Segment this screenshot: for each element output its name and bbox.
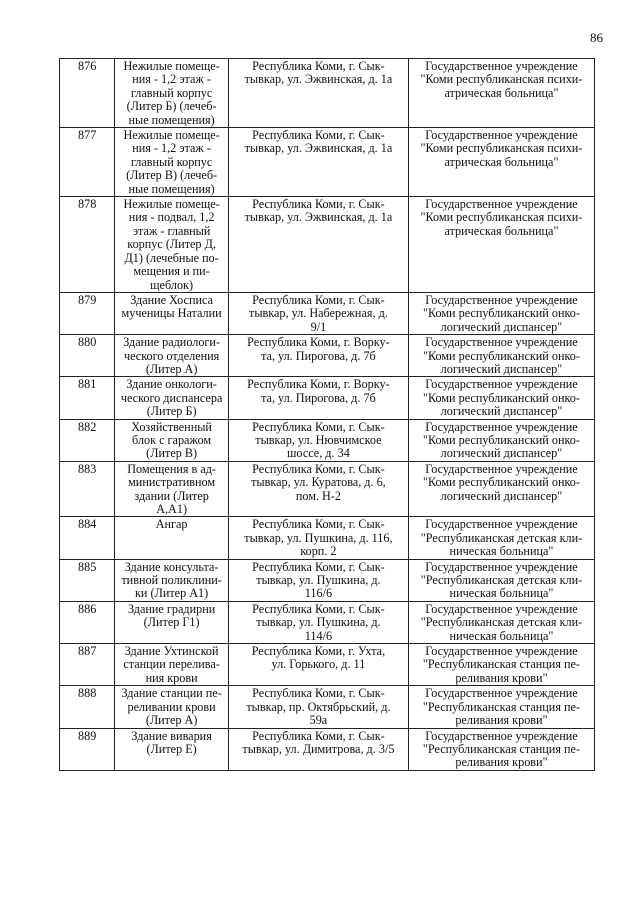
organization-cell — [408, 686, 594, 728]
address-cell — [228, 197, 408, 293]
holder-organization: Государственное учреждение "Коми республиканский онко- логический диспансер" — [422, 419, 580, 461]
row-number-cell — [60, 292, 115, 334]
address-cell — [228, 128, 408, 197]
address-cell — [228, 517, 408, 559]
row-number-cell — [60, 559, 115, 601]
holder-organization: Государственное учреждение "Республиканская станция пе- реливания крови" — [422, 686, 580, 728]
holder-organization: Государственное учреждение "Коми республиканская психи- атрическая больница" — [420, 59, 583, 100]
row-number: 885 — [78, 559, 97, 574]
table-row — [60, 461, 595, 517]
object-address: Республика Коми, г. Ворку- та, ул. Пирогова, д. 7б — [247, 377, 390, 405]
object-name-cell — [115, 197, 229, 293]
object-name-cell — [115, 377, 229, 419]
object-name-cell — [115, 128, 229, 197]
object-name-cell — [115, 292, 229, 334]
object-name: Здание градирни (Литер Г1) — [127, 601, 216, 630]
object-address: Республика Коми, г. Сык- тывкар, ул. Пушкина, д. 116, корп. 2 — [244, 517, 393, 559]
row-number: 889 — [78, 728, 97, 743]
organization-cell — [408, 59, 594, 128]
object-name-cell — [115, 601, 229, 643]
object-address: Республика Коми, г. Сык- тывкар, ул. Димитрова, д. 3/5 — [242, 728, 395, 756]
organization-cell — [408, 335, 594, 377]
holder-organization: Государственное учреждение "Коми республиканская психи- атрическая больница" — [420, 128, 583, 169]
row-number-cell — [60, 461, 115, 517]
object-name: Здание станции пе- реливании крови (Литер А) — [121, 686, 222, 728]
row-number: 884 — [78, 517, 97, 532]
object-name-cell — [115, 686, 229, 728]
row-number: 883 — [78, 461, 97, 476]
address-cell — [228, 686, 408, 728]
organization-cell — [408, 517, 594, 559]
row-number-cell — [60, 728, 115, 770]
row-number-cell — [60, 686, 115, 728]
organization-cell — [408, 377, 594, 419]
object-name: Здание вивария (Литер Е) — [131, 728, 212, 756]
object-name-cell — [115, 728, 229, 770]
table-row — [60, 377, 595, 419]
object-address: Республика Коми, г. Ухта, ул. Горького, д. 11 — [251, 644, 386, 672]
row-number-cell — [60, 644, 115, 686]
table-row — [60, 517, 595, 559]
object-name: Здание радиологи- ческого отделения (Литер А) — [123, 335, 221, 376]
table-row — [60, 292, 595, 334]
table-row — [60, 559, 595, 601]
holder-organization: Государственное учреждение "Коми республиканский онко- логический диспансер" — [422, 292, 580, 334]
table-row — [60, 644, 595, 686]
property-registry-table — [59, 58, 595, 771]
object-name-cell — [115, 335, 229, 377]
object-address: Республика Коми, г. Сык- тывкар, ул. Пушкина, д. 114/6 — [252, 601, 385, 643]
row-number-cell — [60, 517, 115, 559]
holder-organization: Государственное учреждение "Республиканская станция пе- реливания крови" — [422, 644, 580, 685]
table-row — [60, 128, 595, 197]
object-address: Республика Коми, г. Сык- тывкар, ул. Нювчимское шоссе, д. 34 — [252, 419, 385, 461]
row-number-cell — [60, 128, 115, 197]
address-cell — [228, 461, 408, 517]
address-cell — [228, 601, 408, 643]
row-number: 886 — [78, 601, 97, 616]
organization-cell — [408, 461, 594, 517]
row-number: 881 — [78, 377, 97, 392]
object-name: Ангар — [155, 517, 188, 532]
organization-cell — [408, 419, 594, 461]
holder-organization: Государственное учреждение "Коми республиканский онко- логический диспансер" — [422, 461, 580, 503]
object-name: Помещения в ад- министративном здании (Литер А,А1) — [127, 461, 216, 516]
object-name: Здание Ухтинской станции перелива- ния крови — [123, 644, 220, 685]
address-cell — [228, 377, 408, 419]
organization-cell — [408, 601, 594, 643]
row-number-cell — [60, 601, 115, 643]
object-name-cell — [115, 59, 229, 128]
page-number: 86 — [590, 30, 603, 45]
table-row — [60, 601, 595, 643]
table-row — [60, 419, 595, 461]
holder-organization: Государственное учреждение "Республиканская детская кли- ническая больница" — [420, 601, 583, 643]
object-address: Республика Коми, г. Сык- тывкар, пр. Октябрьский, д. 59а — [246, 686, 391, 728]
row-number-cell — [60, 335, 115, 377]
organization-cell — [408, 559, 594, 601]
object-address: Республика Коми, г. Сык- тывкар, ул. Набережная, д. 9/1 — [249, 292, 388, 334]
object-name: Хозяйственный блок с гаражом (Литер В) — [131, 419, 212, 461]
address-cell — [228, 419, 408, 461]
object-name: Нежилые помеще- ния - 1,2 этаж - главный корпус (Литер Б) (лечеб- ные помещения) — [123, 59, 220, 127]
object-name-cell — [115, 644, 229, 686]
table-row — [60, 335, 595, 377]
row-number-cell — [60, 197, 115, 293]
object-address: Республика Коми, г. Сык- тывкар, ул. Эжвинская, д. 1а — [244, 128, 393, 156]
row-number: 877 — [78, 128, 97, 143]
holder-organization: Государственное учреждение "Коми республиканский онко- логический диспансер" — [422, 335, 580, 376]
holder-organization: Государственное учреждение "Республиканская станция пе- реливания крови" — [422, 728, 580, 770]
organization-cell — [408, 728, 594, 770]
table-row — [60, 59, 595, 128]
address-cell — [228, 559, 408, 601]
address-cell — [228, 292, 408, 334]
row-number-cell — [60, 419, 115, 461]
table-row — [60, 686, 595, 728]
address-cell — [228, 59, 408, 128]
organization-cell — [408, 644, 594, 686]
row-number: 888 — [78, 686, 97, 701]
row-number: 876 — [78, 59, 97, 73]
object-address: Республика Коми, г. Ворку- та, ул. Пирогова, д. 7б — [247, 335, 390, 363]
object-name-cell — [115, 461, 229, 517]
object-address: Республика Коми, г. Сык- тывкар, ул. Эжвинская, д. 1а — [244, 197, 393, 225]
object-name: Здание Хосписа мученицы Наталии — [121, 292, 222, 321]
object-name: Здание онкологи- ческого диспансера (Литер Б) — [120, 377, 223, 419]
row-number: 882 — [78, 419, 97, 434]
holder-organization: Государственное учреждение "Республиканская детская кли- ническая больница" — [420, 559, 583, 601]
address-cell — [228, 728, 408, 770]
object-address: Республика Коми, г. Сык- тывкар, ул. Куратова, д. 6, пом. Н-2 — [251, 461, 386, 503]
holder-organization: Государственное учреждение "Коми республиканский онко- логический диспансер" — [422, 377, 580, 419]
address-cell — [228, 644, 408, 686]
object-name-cell — [115, 419, 229, 461]
object-address: Республика Коми, г. Сык- тывкар, ул. Пушкина, д. 116/6 — [252, 559, 385, 601]
row-number: 878 — [78, 197, 97, 212]
row-number-cell — [60, 59, 115, 128]
object-name: Нежилые помеще- ния - подвал, 1,2 этаж - главный корпус (Литер Д, Д1) (лечебные по- мещения и пи- щеблок) — [123, 197, 220, 292]
holder-organization: Государственное учреждение "Коми республиканская психи- атрическая больница" — [420, 197, 583, 238]
object-name-cell — [115, 517, 229, 559]
table-row — [60, 197, 595, 293]
registry-table-body — [60, 59, 595, 771]
organization-cell — [408, 292, 594, 334]
organization-cell — [408, 128, 594, 197]
organization-cell — [408, 197, 594, 293]
row-number: 880 — [78, 335, 97, 350]
object-address: Республика Коми, г. Сык- тывкар, ул. Эжвинская, д. 1а — [244, 59, 393, 87]
row-number: 887 — [78, 644, 97, 659]
table-row — [60, 728, 595, 770]
holder-organization: Государственное учреждение "Республиканская детская кли- ническая больница" — [420, 517, 583, 559]
row-number-cell — [60, 377, 115, 419]
address-cell — [228, 335, 408, 377]
object-name: Нежилые помеще- ния - 1,2 этаж - главный корпус (Литер В) (лечеб- ные помещения) — [123, 128, 220, 196]
row-number: 879 — [78, 292, 97, 307]
object-name: Здание консульта- тивной поликлини- ки (Литер А1) — [121, 559, 222, 601]
object-name-cell — [115, 559, 229, 601]
